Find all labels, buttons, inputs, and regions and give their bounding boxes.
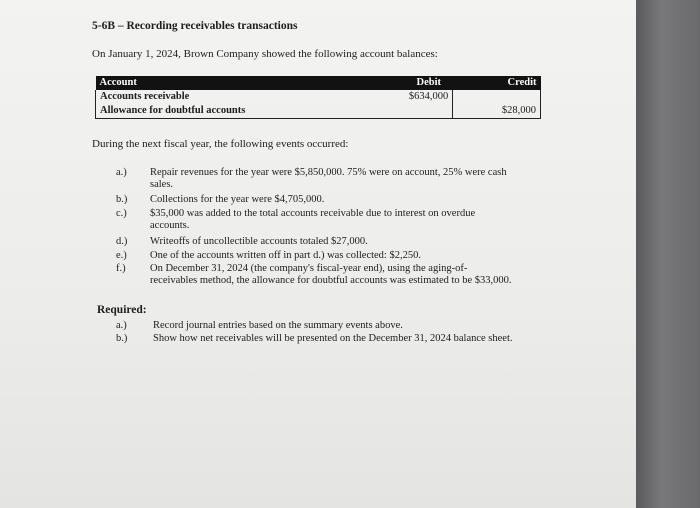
event-text: [150, 167, 570, 191]
header-credit: Credit: [453, 76, 541, 90]
event-label: a.): [116, 167, 127, 178]
account-name: Accounts receivable: [96, 90, 319, 104]
required-text: Show how net receivables will be presented on the December 31, 2024 balance sheet.: [153, 333, 513, 344]
event-line: Repair revenues for the year were $5,850,000. 75% were on account, 25% were cash: [150, 167, 507, 178]
event-line: Writeoffs of uncollectible accounts totaled $27,000.: [150, 236, 368, 247]
event-line: On December 31, 2024 (the company's fiscal-year end), using the aging-of-: [150, 263, 468, 274]
event-label: d.): [116, 236, 128, 247]
account-name: Allowance for doubtful accounts: [96, 104, 319, 119]
event-line: One of the accounts written off in part d.) was collected: $2,250.: [150, 250, 421, 261]
required-label: b.): [116, 333, 128, 344]
event-line: accounts.: [150, 220, 190, 231]
balance-table: [95, 76, 541, 119]
table-header-row: [96, 76, 541, 90]
intro-text: On January 1, 2024, Brown Company showed the following account balances:: [92, 48, 438, 60]
credit-value: [453, 90, 541, 104]
event-label: e.): [116, 250, 127, 261]
problem-title: 5-6B – Recording receivables transactions: [92, 20, 298, 32]
event-label: c.): [116, 208, 127, 219]
background-edge: [636, 0, 700, 508]
credit-value: $28,000: [453, 104, 541, 119]
event-line: Collections for the year were $4,705,000.: [150, 194, 325, 205]
event-text: [150, 194, 570, 206]
event-line: receivables method, the allowance for doubtful accounts was estimated to be $33,000.: [150, 275, 512, 286]
event-label: f.): [116, 263, 126, 274]
table-row: [96, 104, 541, 119]
event-text: [150, 236, 570, 248]
event-text: [150, 208, 570, 232]
table-row: [96, 90, 541, 104]
header-debit: Debit: [319, 76, 453, 90]
debit-value: $634,000: [408, 91, 449, 102]
event-line: sales.: [150, 179, 174, 190]
required-label: a.): [116, 320, 127, 331]
events-intro: During the next fiscal year, the following events occurred:: [92, 138, 349, 150]
required-heading: Required:: [97, 304, 147, 316]
event-label: b.): [116, 194, 128, 205]
debit-value: [319, 104, 453, 119]
event-text: [150, 263, 590, 287]
event-line: $35,000 was added to the total accounts receivable due to interest on overdue: [150, 208, 476, 219]
event-text: [150, 250, 570, 262]
header-account: Account: [96, 76, 319, 90]
required-text: Record journal entries based on the summary events above.: [153, 320, 403, 331]
